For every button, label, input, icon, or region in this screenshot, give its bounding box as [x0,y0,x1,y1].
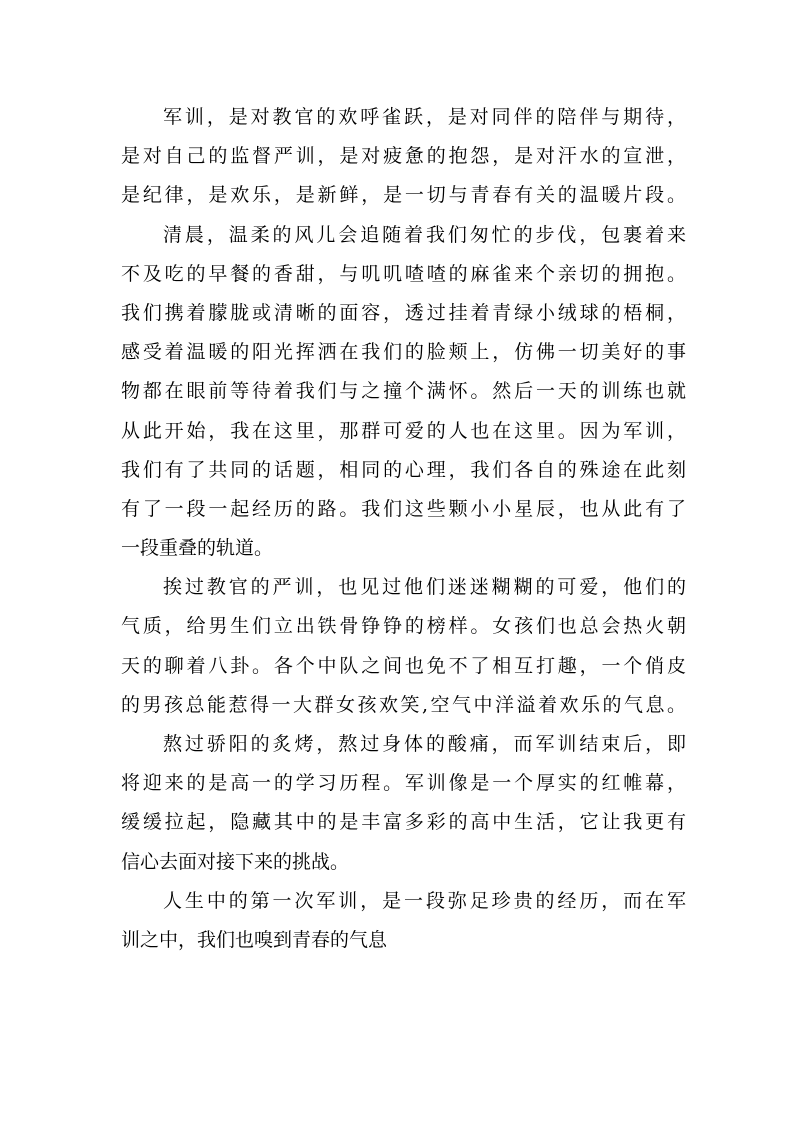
paragraph-5 [121,882,686,960]
text-line: 我们有了共同的话题，相同的心理，我们各自的殊途在此刻 [121,458,686,481]
text-line: 从此开始，我在这里，那群可爱的人也在这里。因为军训， [121,419,686,442]
text-line: 挨过教官的严训，也见过他们迷迷糊糊的可爱，他们的 [163,576,686,599]
text-line: 不及吃的早餐的香甜，与叽叽喳喳的麻雀来个亲切的拥抱。 [121,262,686,285]
text-line: 信心去面对接下来的挑战。 [121,850,350,873]
paragraph-1 [121,98,686,216]
text-line: 清晨，温柔的风儿会追随着我们匆忙的步伐，包裹着来 [163,223,686,246]
text-line: 物都在眼前等待着我们与之撞个满怀。然后一天的训练也就 [121,380,686,403]
text-line: 天的聊着八卦。各个中队之间也免不了相互打趣，一个俏皮 [121,654,686,677]
text-line: 是对自己的监督严训，是对疲惫的抱怨，是对汗水的宣泄， [121,145,686,168]
paragraph-4 [121,725,686,882]
text-line: 训之中，我们也嗅到青春的气息 [121,928,388,951]
text-line: 一段重叠的轨道。 [121,537,274,560]
paragraph-3 [121,568,686,725]
text-line: 缓缓拉起，隐藏其中的是丰富多彩的高中生活，它让我更有 [121,811,686,834]
text-line: 军训，是对教官的欢呼雀跃，是对同伴的陪伴与期待， [163,106,686,128]
text-line: 是纪律，是欢乐，是新鲜，是一切与青春有关的温暖片段。 [121,184,686,207]
text-line: 将迎来的是高一的学习历程。军训像是一个厚实的红帷幕， [121,772,686,795]
text-line: 熬过骄阳的炙烤，熬过身体的酸痛，而军训结束后，即 [163,733,686,755]
document-body [121,98,686,960]
text-line: 人生中的第一次军训，是一段弥足珍贵的经历，而在军 [163,889,686,912]
text-line: 气质，给男生们立出铁骨铮铮的榜样。女孩们也总会热火朝 [121,615,686,638]
text-line: 有了一段一起经历的路。我们这些颗小小星辰，也从此有了 [121,497,686,520]
paragraph-2 [121,216,686,569]
text-line: 的男孩总能惹得一大群女孩欢笑,空气中洋溢着欢乐的气息。 [121,693,686,716]
text-line: 感受着温暖的阳光挥洒在我们的脸颊上，仿佛一切美好的事 [121,341,686,364]
text-line: 我们携着朦胧或清晰的面容，透过挂着青绿小绒球的梧桐， [121,301,686,324]
